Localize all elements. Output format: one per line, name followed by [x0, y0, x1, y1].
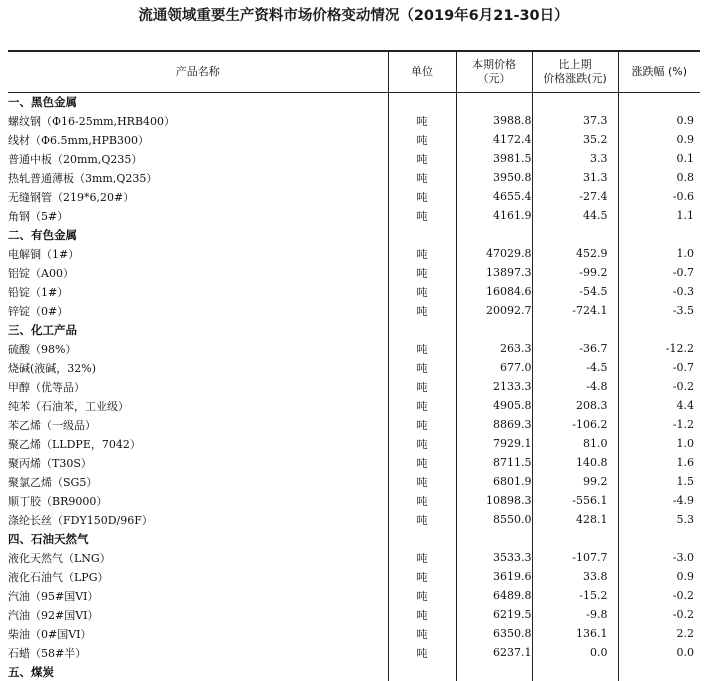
change-percent-cell: 1.6	[676, 456, 694, 469]
current-price-cell: 8550.0	[456, 510, 532, 529]
unit-cell: 吨	[388, 567, 456, 586]
price-change-cell: 44.5	[532, 206, 618, 225]
unit-cell: 吨	[388, 453, 456, 472]
current-price-cell: 3950.8	[456, 168, 532, 187]
current-price-cell: 6237.1	[456, 643, 532, 662]
category-unit-empty	[388, 320, 456, 339]
current-price-cell: 7929.1	[456, 434, 532, 453]
product-name: 柴油（0#国VI）	[8, 624, 388, 643]
header-unit: 单位	[388, 51, 456, 92]
table-row	[8, 187, 700, 206]
category-pct-empty	[618, 225, 700, 244]
unit-cell: 吨	[388, 187, 456, 206]
category-price-empty	[456, 662, 532, 681]
product-name: 涤纶长丝（FDY150D/96F）	[8, 510, 388, 529]
product-name: 苯乙烯（一级品）	[8, 415, 388, 434]
category-label: 五、煤炭	[8, 662, 388, 681]
price-change-cell: -27.4	[532, 187, 618, 206]
change-percent-cell: -12.2	[665, 342, 694, 355]
change-percent-cell: 0.9	[676, 133, 694, 146]
table-row	[8, 263, 700, 282]
product-name: 普通中板（20mm,Q235）	[8, 149, 388, 168]
unit-cell: 吨	[388, 168, 456, 187]
category-price-empty	[456, 92, 532, 111]
product-name: 液化天然气（LNG）	[8, 548, 388, 567]
product-name: 液化石油气（LPG）	[8, 567, 388, 586]
category-price-empty	[456, 320, 532, 339]
price-change-cell: -15.2	[532, 586, 618, 605]
header-change-percent: 涨跌幅 (%)	[618, 51, 700, 92]
table-row	[8, 111, 700, 130]
change-percent-cell: -0.7	[672, 266, 694, 279]
price-change-cell: -4.5	[532, 358, 618, 377]
current-price-cell: 263.3	[456, 339, 532, 358]
category-price-empty	[456, 529, 532, 548]
table-header-row	[8, 51, 700, 92]
price-change-cell: -107.7	[532, 548, 618, 567]
unit-cell: 吨	[388, 396, 456, 415]
price-change-cell: 81.0	[532, 434, 618, 453]
unit-cell: 吨	[388, 206, 456, 225]
table-body	[8, 92, 700, 681]
category-label: 一、黑色金属	[8, 92, 388, 111]
category-row	[8, 320, 700, 339]
price-change-cell: -99.2	[532, 263, 618, 282]
category-label: 三、化工产品	[8, 320, 388, 339]
table-row	[8, 358, 700, 377]
table-row	[8, 472, 700, 491]
table-row	[8, 282, 700, 301]
header-current-price-line1: 本期价格	[472, 57, 516, 71]
unit-cell: 吨	[388, 510, 456, 529]
category-change-empty	[532, 225, 618, 244]
table-row	[8, 396, 700, 415]
price-change-cell: 33.8	[532, 567, 618, 586]
change-percent-cell: -0.2	[672, 608, 694, 621]
category-change-empty	[532, 92, 618, 111]
product-name: 纯苯（石油苯，工业级）	[8, 396, 388, 415]
product-name: 汽油（92#国VI）	[8, 605, 388, 624]
change-percent-cell: 0.8	[676, 171, 694, 184]
unit-cell: 吨	[388, 301, 456, 320]
unit-cell: 吨	[388, 491, 456, 510]
change-percent-cell: 0.1	[676, 152, 694, 165]
product-name: 烧碱(液碱，32%)	[8, 358, 388, 377]
price-change-cell: -106.2	[532, 415, 618, 434]
table-row	[8, 624, 700, 643]
header-product-name: 产品名称	[8, 51, 388, 92]
table-row	[8, 434, 700, 453]
product-name: 硫酸（98%）	[8, 339, 388, 358]
unit-cell: 吨	[388, 339, 456, 358]
current-price-cell: 4161.9	[456, 206, 532, 225]
unit-cell: 吨	[388, 130, 456, 149]
unit-cell: 吨	[388, 624, 456, 643]
category-unit-empty	[388, 529, 456, 548]
price-change-cell: -556.1	[532, 491, 618, 510]
price-change-cell: 452.9	[532, 244, 618, 263]
category-unit-empty	[388, 662, 456, 681]
price-change-cell: -9.8	[532, 605, 618, 624]
current-price-cell: 8711.5	[456, 453, 532, 472]
product-name: 石蜡（58#半）	[8, 643, 388, 662]
category-change-empty	[532, 320, 618, 339]
unit-cell: 吨	[388, 111, 456, 130]
change-percent-cell: 1.0	[676, 247, 694, 260]
header-price-change-line1: 比上期	[558, 57, 592, 71]
unit-cell: 吨	[388, 586, 456, 605]
category-change-empty	[532, 529, 618, 548]
current-price-cell: 6489.8	[456, 586, 532, 605]
category-unit-empty	[388, 225, 456, 244]
table-row	[8, 206, 700, 225]
category-change-empty	[532, 662, 618, 681]
price-change-cell: 99.2	[532, 472, 618, 491]
price-change-cell: 35.2	[532, 130, 618, 149]
price-change-cell: 136.1	[532, 624, 618, 643]
table-row	[8, 605, 700, 624]
price-change-cell: -724.1	[532, 301, 618, 320]
header-price-change-line2: 价格涨跌(元)	[543, 71, 607, 85]
header-current-price-line2: （元）	[477, 71, 511, 85]
table-row	[8, 586, 700, 605]
category-label: 四、石油天然气	[8, 529, 388, 548]
unit-cell: 吨	[388, 605, 456, 624]
product-name: 电解铜（1#）	[8, 244, 388, 263]
product-name: 热轧普通薄板（3mm,Q235）	[8, 168, 388, 187]
price-change-cell: -36.7	[532, 339, 618, 358]
change-percent-cell: 0.0	[676, 646, 694, 659]
change-percent-cell: -0.7	[672, 361, 694, 374]
current-price-cell: 47029.8	[456, 244, 532, 263]
current-price-cell: 13897.3	[456, 263, 532, 282]
header-current-price	[456, 51, 532, 92]
price-change-cell: -4.8	[532, 377, 618, 396]
table-row	[8, 567, 700, 586]
product-name: 角钢（5#）	[8, 206, 388, 225]
change-percent-cell: -0.6	[672, 190, 694, 203]
table-row	[8, 491, 700, 510]
change-percent-cell: 0.9	[676, 114, 694, 127]
table-row	[8, 130, 700, 149]
change-percent-cell: -0.3	[672, 285, 694, 298]
change-percent-cell: -3.5	[672, 304, 694, 317]
category-row	[8, 662, 700, 681]
product-name: 聚丙烯（T30S）	[8, 453, 388, 472]
current-price-cell: 16084.6	[456, 282, 532, 301]
price-change-cell: 37.3	[532, 111, 618, 130]
product-name: 线材（Φ6.5mm,HPB300）	[8, 130, 388, 149]
header-price-change	[532, 51, 618, 92]
category-label: 二、有色金属	[8, 225, 388, 244]
category-row	[8, 529, 700, 548]
product-name: 汽油（95#国VI）	[8, 586, 388, 605]
change-percent-cell: -3.0	[672, 551, 694, 564]
current-price-cell: 677.0	[456, 358, 532, 377]
current-price-cell: 3533.3	[456, 548, 532, 567]
unit-cell: 吨	[388, 643, 456, 662]
product-name: 无缝钢管（219*6,20#）	[8, 187, 388, 206]
category-pct-empty	[618, 320, 700, 339]
table-row	[8, 643, 700, 662]
table-row	[8, 168, 700, 187]
category-row	[8, 92, 700, 111]
category-pct-empty	[618, 92, 700, 111]
product-name: 聚乙烯（LLDPE，7042）	[8, 434, 388, 453]
current-price-cell: 6350.8	[456, 624, 532, 643]
change-percent-cell: 2.2	[676, 627, 694, 640]
current-price-cell: 6219.5	[456, 605, 532, 624]
unit-cell: 吨	[388, 282, 456, 301]
unit-cell: 吨	[388, 149, 456, 168]
change-percent-cell: 1.0	[676, 437, 694, 450]
table-row	[8, 453, 700, 472]
current-price-cell: 20092.7	[456, 301, 532, 320]
category-unit-empty	[388, 92, 456, 111]
current-price-cell: 4905.8	[456, 396, 532, 415]
unit-cell: 吨	[388, 358, 456, 377]
table-row	[8, 510, 700, 529]
product-name: 顺丁胶（BR9000）	[8, 491, 388, 510]
product-name: 锌锭（0#）	[8, 301, 388, 320]
change-percent-cell: -0.2	[672, 589, 694, 602]
unit-cell: 吨	[388, 377, 456, 396]
current-price-cell: 4655.4	[456, 187, 532, 206]
change-percent-cell: 1.5	[676, 475, 694, 488]
change-percent-cell: -0.2	[672, 380, 694, 393]
product-name: 甲醇（优等品）	[8, 377, 388, 396]
table-row	[8, 149, 700, 168]
table-row	[8, 548, 700, 567]
unit-cell: 吨	[388, 415, 456, 434]
unit-cell: 吨	[388, 434, 456, 453]
category-price-empty	[456, 225, 532, 244]
current-price-cell: 10898.3	[456, 491, 532, 510]
product-name: 铝锭（A00）	[8, 263, 388, 282]
category-pct-empty	[618, 529, 700, 548]
current-price-cell: 3619.6	[456, 567, 532, 586]
price-change-cell: 0.0	[532, 643, 618, 662]
unit-cell: 吨	[388, 472, 456, 491]
current-price-cell: 3981.5	[456, 149, 532, 168]
product-name: 铅锭（1#）	[8, 282, 388, 301]
change-percent-cell: 5.3	[676, 513, 694, 526]
product-name: 聚氯乙烯（SG5）	[8, 472, 388, 491]
price-change-cell: 428.1	[532, 510, 618, 529]
price-change-cell: -54.5	[532, 282, 618, 301]
category-row	[8, 225, 700, 244]
current-price-cell: 8869.3	[456, 415, 532, 434]
current-price-cell: 3988.8	[456, 111, 532, 130]
price-change-cell: 208.3	[532, 396, 618, 415]
change-percent-cell: -4.9	[672, 494, 694, 507]
table-row	[8, 301, 700, 320]
change-percent-cell: -1.2	[672, 418, 694, 431]
price-change-cell: 31.3	[532, 168, 618, 187]
change-percent-cell: 4.4	[676, 399, 694, 412]
change-percent-cell: 1.1	[676, 209, 694, 222]
page-title: 流通领域重要生产资料市场价格变动情况（2019年6月21-30日）	[138, 8, 569, 24]
price-change-cell: 140.8	[532, 453, 618, 472]
table-row	[8, 339, 700, 358]
product-name: 螺纹钢（Φ16-25mm,HRB400）	[8, 111, 388, 130]
current-price-cell: 4172.4	[456, 130, 532, 149]
unit-cell: 吨	[388, 548, 456, 567]
unit-cell: 吨	[388, 244, 456, 263]
table-row	[8, 244, 700, 263]
table-row	[8, 415, 700, 434]
price-change-cell: 3.3	[532, 149, 618, 168]
price-table	[8, 50, 700, 681]
unit-cell: 吨	[388, 263, 456, 282]
current-price-cell: 2133.3	[456, 377, 532, 396]
table-row	[8, 377, 700, 396]
current-price-cell: 6801.9	[456, 472, 532, 491]
category-pct-empty	[618, 662, 700, 681]
change-percent-cell: 0.9	[676, 570, 694, 583]
